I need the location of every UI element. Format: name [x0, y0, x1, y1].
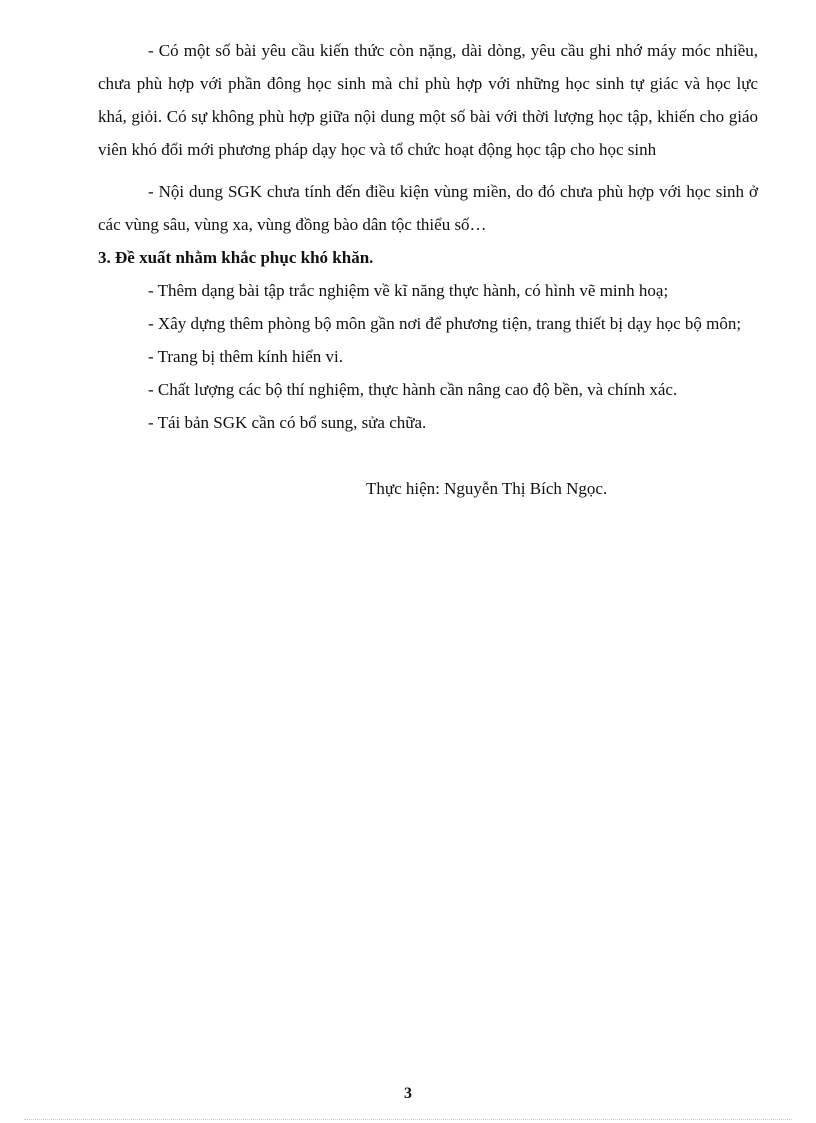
- section-heading: 3. Đề xuất nhằm khắc phục khó khăn.: [98, 248, 374, 267]
- author-signature: Thực hiện: Nguyễn Thị Bích Ngọc.: [366, 479, 608, 498]
- list-item: - Chất lượng các bộ thí nghiệm, thực hành cần nâng cao độ bền, và chính xác.: [148, 380, 678, 399]
- list-item: - Tái bản SGK cần có bổ sung, sửa chữa.: [148, 413, 427, 432]
- list-item: - Xây dựng thêm phòng bộ môn gần nơi để phương tiện, trang thiết bị dạy học bộ môn;: [148, 314, 742, 333]
- document-page: [98, 34, 758, 505]
- list-item: - Trang bị thêm kính hiển vi.: [148, 347, 344, 366]
- list-item: - Thêm dạng bài tập trắc nghiệm về kĩ năng thực hành, có hình vẽ minh hoạ;: [148, 281, 669, 300]
- body-paragraph: - Có một số bài yêu cầu kiến thức còn nặng, dài dòng, yêu cầu ghi nhớ máy móc nhiều, chưa phù hợp với phần đông học sinh mà chỉ phù hợp với những học sinh tự giác và học lực khá, giỏi. Có sự không phù hợp giữa nội dung một số bài với thời lượng học tập, khiến cho giáo viên khó đổi mới phương pháp dạy học và tổ chức hoạt động học tập cho học sinh: [98, 41, 758, 159]
- footer-divider: [24, 1119, 792, 1120]
- body-paragraph: - Nội dung SGK chưa tính đến điều kiện vùng miền, do đó chưa phù hợp với học sinh ở các vùng sâu, vùng xa, vùng đồng bào dân tộc thiểu số…: [98, 182, 758, 234]
- page-number: 3: [404, 1085, 412, 1102]
